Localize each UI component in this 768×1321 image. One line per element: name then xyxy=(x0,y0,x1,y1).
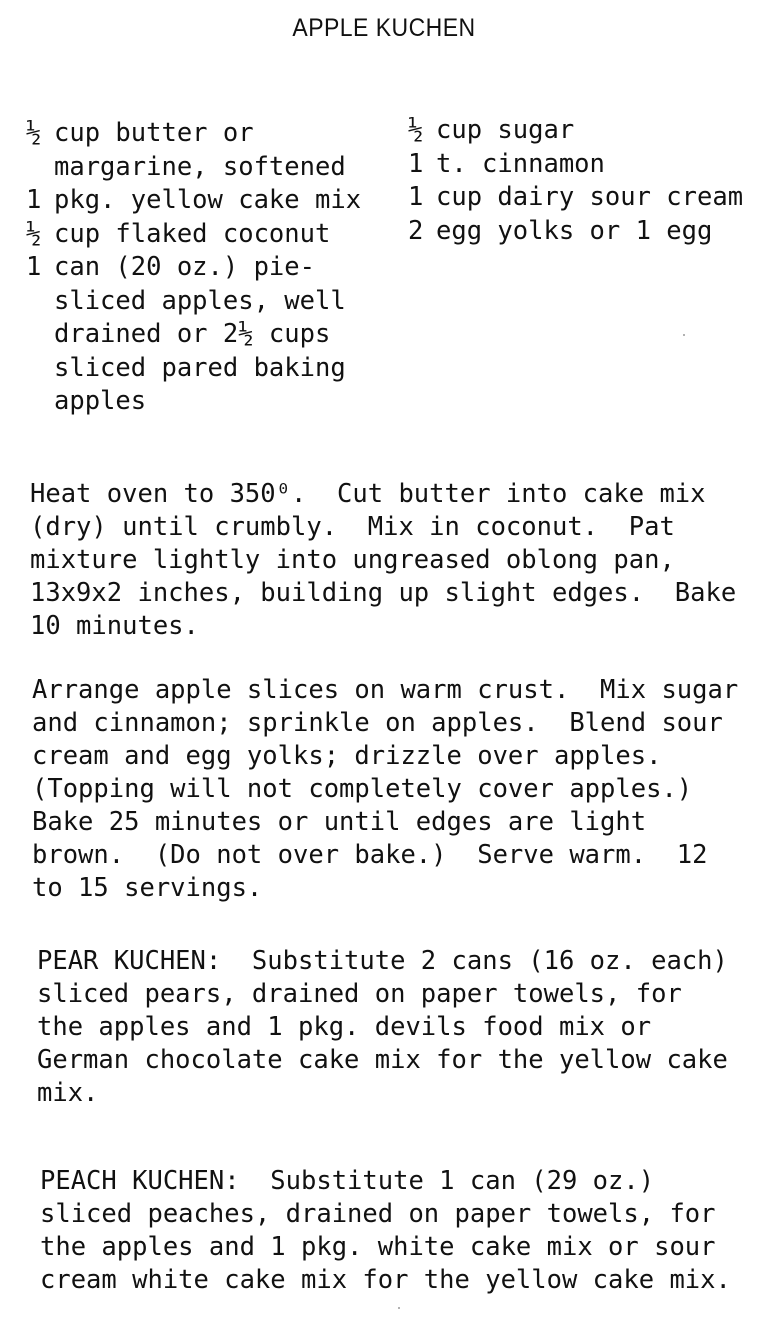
ingredient-item xyxy=(26,218,376,252)
ingredient-item xyxy=(26,117,376,184)
ingredient-quantity: 1 xyxy=(408,148,424,179)
ingredient-quantity: ½ xyxy=(26,118,42,148)
ingredient-quantity: 2 xyxy=(408,215,424,246)
directions-topping-paragraph: Arrange apple slices on warm crust. Mix sugar and cinnamon; sprinkle on apples. Blend sour cream and egg yolks; drizzle over apples. (Topping will not completely cover apples.) Bake 25 minutes or until edges are light brown. (Do not over bake.) Serve warm. 12 to 15 servings. xyxy=(32,675,739,903)
ingredient-text: cup butter or margarine, softened xyxy=(54,118,346,182)
ingredient-text: pkg. yellow cake mix xyxy=(54,185,362,215)
ingredient-text: egg yolks or 1 egg xyxy=(436,215,713,246)
pear-kuchen-variation: PEAR KUCHEN: Substitute 2 cans (16 oz. each) sliced pears, drained on paper towels, for the apples and 1 pkg. devils food mix or German chocolate cake mix for the yellow cake mix. xyxy=(37,946,728,1108)
ingredient-text: cup flaked coconut xyxy=(54,218,331,249)
ingredient-quantity: 1 xyxy=(408,182,424,212)
recipe-title: APPLE KUCHEN xyxy=(292,14,476,42)
ingredient-text: cup dairy sour cream xyxy=(436,182,744,212)
ingredient-item xyxy=(408,148,748,182)
ingredient-text: can (20 oz.) pie-sliced apples, well drained or 2½ cups sliced pared baking apples xyxy=(54,252,346,416)
ingredient-text: t. cinnamon xyxy=(436,148,605,179)
ingredient-item xyxy=(26,184,376,218)
ingredient-quantity: ½ xyxy=(26,218,42,249)
ingredients-left-column xyxy=(26,117,376,419)
peach-kuchen-variation: PEACH KUCHEN: Substitute 1 can (29 oz.) sliced peaches, drained on paper towels, for the apples and 1 pkg. white cake mix or sour cream white cake mix for the yellow cake mix. xyxy=(40,1166,731,1295)
ingredient-item xyxy=(408,215,748,249)
paper-speck xyxy=(398,1307,400,1309)
ingredients-right-column xyxy=(408,114,748,248)
ingredient-text: cup sugar xyxy=(436,115,575,145)
paper-speck xyxy=(683,334,685,336)
directions-crust-paragraph: Heat oven to 350⁰. Cut butter into cake mix (dry) until crumbly. Mix in coconut. Pat mixture lightly into ungreased oblong pan, 13x9x2 inches, building up slight edges. Bake 10 minutes. xyxy=(30,479,737,641)
ingredient-item xyxy=(26,251,376,419)
ingredient-item xyxy=(408,181,748,215)
ingredient-quantity: 1 xyxy=(26,185,42,215)
ingredient-quantity: 1 xyxy=(26,252,42,282)
ingredient-item xyxy=(408,114,748,148)
ingredient-quantity: ½ xyxy=(408,115,424,145)
